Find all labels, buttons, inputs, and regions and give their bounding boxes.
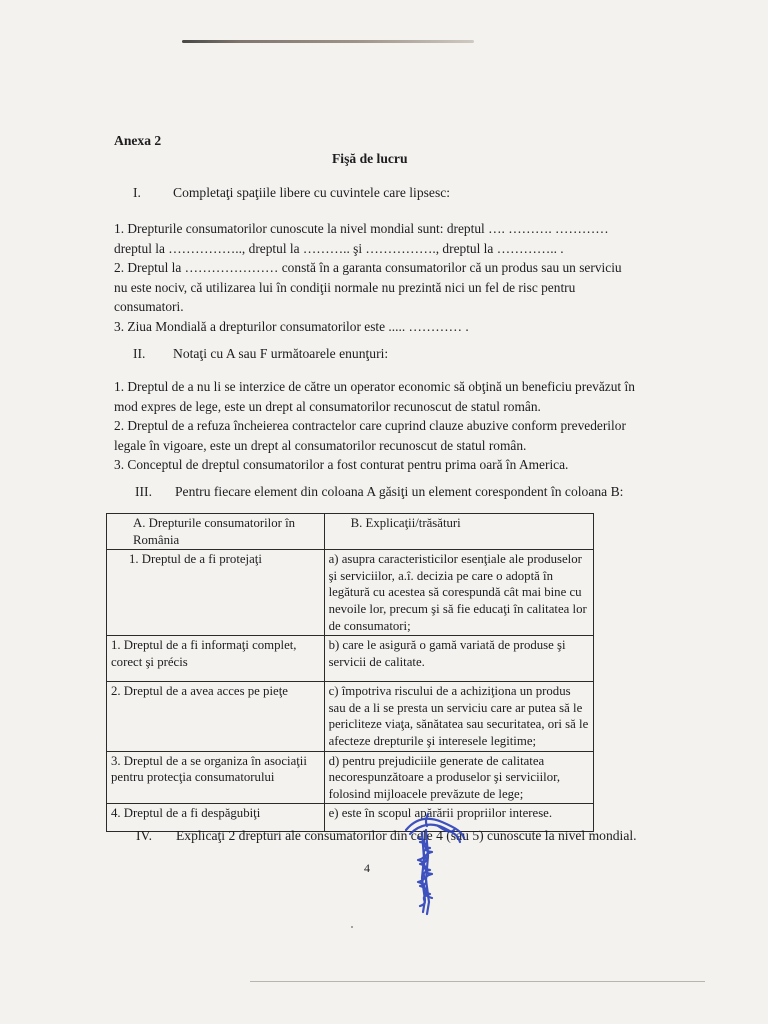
column-b-cell: a) asupra caracteristicilor esenţiale ale produselor şi serviciilor, a.î. decizia pe care o adoptă în legătură cu acestea să corespundă cât mai bine cu nevoile lor, precum şi să fie educaţi în calitatea lor de consumatori;: [324, 550, 593, 636]
section-2-line: 3. Conceptul de dreptul consumatorilor a fost conturat pentru prima oară în America.: [114, 457, 569, 472]
annex-label: Anexa 2: [114, 133, 162, 148]
column-b-cell: c) împotriva riscului de a achiziţiona un produs sau de a li se presta un serviciu care ar putea să le pericliteze viaţa, sănătatea sau securitatea, ori să le afecteze drepturile şi interesele legitime;: [324, 682, 593, 751]
section-1-title: Completaţi spaţiile libere cu cuvintele care lipsesc:: [173, 185, 451, 200]
section-2-line: legale în vigoare, este un drept al consumatorilor recunoscut de statul român.: [114, 437, 527, 453]
bottom-scan-edge: [250, 981, 705, 982]
section-3-heading: [135, 482, 623, 502]
column-a-cell: 2. Dreptul de a avea acces pe pieţe: [107, 682, 325, 751]
section-1-line: dreptul la …………….., dreptul la ……….. şi ……………., dreptul la ………….. .: [114, 240, 564, 256]
section-2-line: 2. Dreptul de a refuza încheierea contractelor care cuprind clauze abuzive conform prevederilor: [114, 418, 626, 433]
section-2-body: [114, 377, 659, 475]
section-3-number: III.: [135, 484, 152, 499]
table-row: [107, 682, 594, 751]
column-b-header: B. Explicaţii/trăsături: [324, 514, 593, 550]
column-a-cell: 1. Dreptul de a fi protejaţi: [107, 550, 325, 636]
section-3-title: Pentru fiecare element din coloana A găsiţi un element corespondent în coloana B:: [175, 484, 624, 499]
top-scan-mark: [182, 40, 474, 43]
scan-speck: [351, 926, 353, 928]
page-title: Fişă de lucru: [332, 151, 408, 166]
section-2-heading: [133, 344, 388, 364]
section-1-body: [114, 219, 654, 336]
section-4-heading: [136, 826, 637, 846]
section-4-number: IV.: [136, 828, 152, 843]
section-1-line: 1. Drepturile consumatorilor cunoscute la nivel mondial sunt: dreptul …. ………. …………: [114, 221, 609, 236]
section-1-line: 3. Ziua Mondială a drepturilor consumatorilor este ..... ………… .: [114, 318, 469, 334]
section-1-line: consumatori.: [114, 299, 184, 314]
table-header-row: [107, 514, 594, 550]
section-1-number: I.: [133, 185, 141, 200]
pen-scribble-mark: [398, 808, 470, 918]
section-1-line: 2. Dreptul la ………………… constă în a garanta consumatorilor că un produs sau un serviciu: [114, 260, 622, 275]
table-row: [107, 751, 594, 804]
section-1-line: nu este nociv, că utilizarea lui în condiţii normale nu prezintă nici un fel de risc pentru: [114, 279, 576, 295]
column-a-header: A. Drepturile consumatorilor în România: [107, 514, 325, 550]
section-2-title: Notaţi cu A sau F următoarele enunţuri:: [173, 346, 389, 361]
column-a-cell: 1. Dreptul de a fi informaţi complet, corect şi précis: [107, 636, 325, 682]
section-2-line: 1. Dreptul de a nu li se interzice de către un operator economic să obţină un beneficiu prevăzut în: [114, 379, 635, 394]
page-number: 4: [364, 861, 370, 875]
table-row: [107, 550, 594, 636]
section-2-number: II.: [133, 346, 146, 361]
column-a-cell: 4. Dreptul de a fi despăgubiţi: [107, 804, 325, 832]
column-b-cell: d) pentru prejudiciile generate de calitatea necorespunzătoare a produselor şi serviciilor, folosind mijloacele prevăzute de lege;: [324, 751, 593, 804]
section-1-heading: [133, 183, 450, 203]
column-a-cell: 3. Dreptul de a se organiza în asociaţii pentru protecţia consumatorului: [107, 751, 325, 804]
column-b-cell: e) este în scopul apărării propriilor interese.: [324, 804, 593, 832]
section-2-line: mod expres de lege, este un drept al consumatorilor recunoscut de statul român.: [114, 398, 541, 414]
matching-table: [106, 513, 594, 832]
column-b-cell: b) care le asigură o gamă variată de produse şi servicii de calitate.: [324, 636, 593, 682]
section-4-text: Explicaţi 2 drepturi ale consumatorilor din cele 4 (sau 5) cunoscute la nivel mondial.: [176, 828, 637, 843]
table-row: [107, 636, 594, 682]
